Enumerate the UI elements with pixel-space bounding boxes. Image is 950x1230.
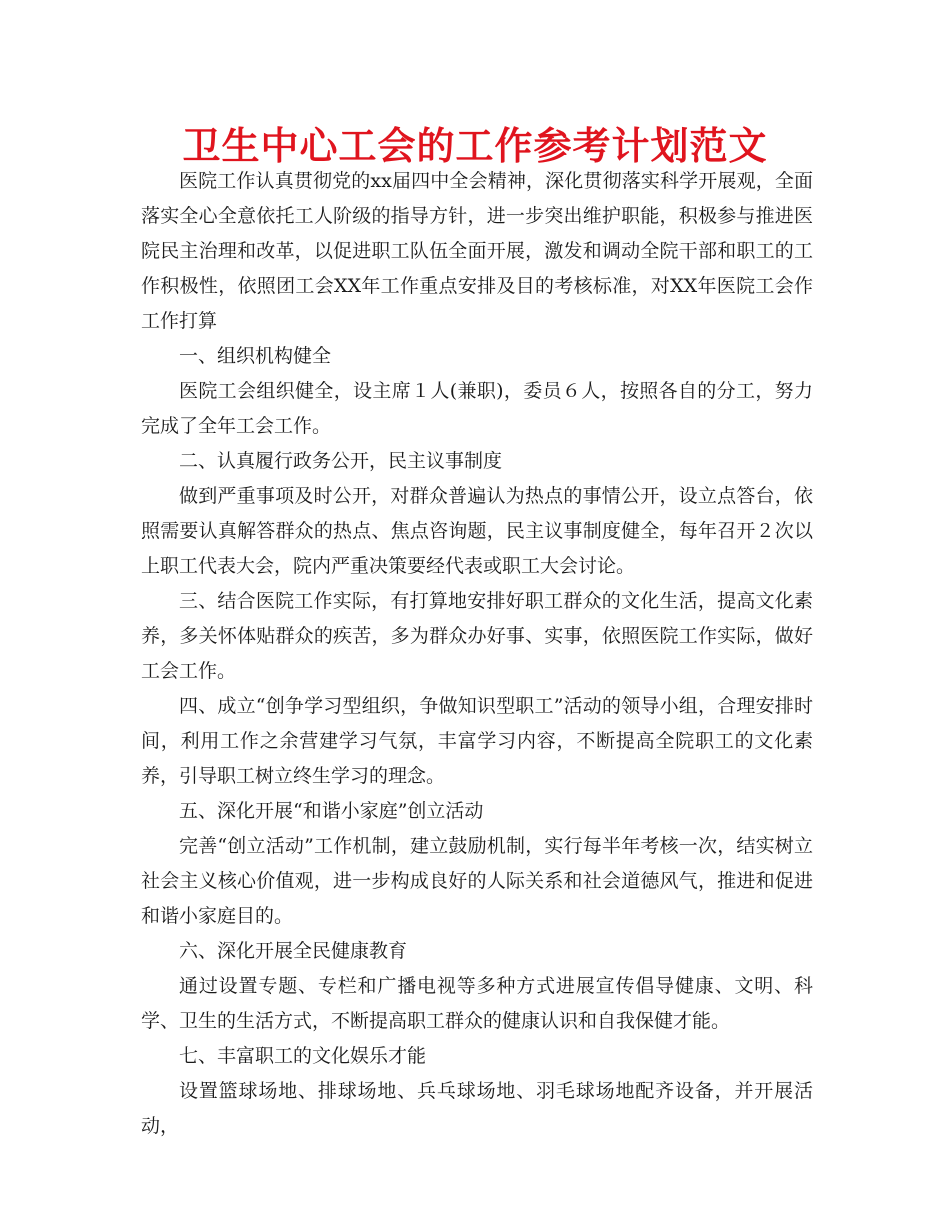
paragraph-5: 完善“创立活动”工作机制，建立鼓励机制，实行每半年考核一次，结实树立社会主义核心价值观，进一步构成良好的人际关系和社会道德风气，推进和促进和谐小家庭目的。 [141,835,813,927]
section-heading-7: 七、丰富职工的文化娱乐才能 [179,1045,427,1067]
section-heading-2: 二、认真履行政务公开，民主议事制度 [179,450,503,472]
paragraph-7: 设置篮球场地、排球场地、兵乓球场地、羽毛球场地配齐设备，并开展活动， [141,1080,813,1137]
section-3: 三、结合医院工作实际，有打算地安排好职工群众的文化生活，提高文化素养，多关怀体贴群众的疾苦，多为群众办好事、实事，依照医院工作实际，做好工会工作。 [141,590,813,682]
paragraph-1: 医院工会组织健全，设主席１人(兼职)，委员６人，按照各自的分工，努力完成了全年工会工作。 [141,380,813,437]
paragraph-intro: 医院工作认真贯彻党的xx届四中全会精神，深化贯彻落实科学开展观，全面落实全心全意依托工人阶级的指导方针，进一步突出维护职能，积极参与推进医院民主治理和改革，以促进职工队伍全面开展，激发和调动全院干部和职工的工作积极性，依照团工会XX年工作重点安排及目的考核标准，对XX年医院工会作工作打算 [141,170,813,332]
section-4: 四、成立“创争学习型组织，争做知识型职工”活动的领导小组，合理安排时间，利用工作之余营建学习气氛，丰富学习内容，不断提高全院职工的文化素养，引导职工树立终生学习的理念。 [141,695,813,787]
document-title: 卫生中心工会的工作参考计划范文 [182,124,768,168]
paragraph-2: 做到严重事项及时公开，对群众普遍认为热点的事情公开，设立点答台，依照需要认真解答群众的热点、焦点咨询题，民主议事制度健全，每年召开２次以上职工代表大会，院内严重决策要经代表或职工大会讨论。 [141,485,813,577]
document-body [141,164,813,1144]
section-heading-6: 六、深化开展全民健康教育 [179,940,408,962]
paragraph-6: 通过设置专题、专栏和广播电视等多种方式进展宣传倡导健康、文明、科学、卫生的生活方式，不断提高职工群众的健康认识和自我保健才能。 [141,975,813,1032]
section-heading-5: 五、深化开展“和谐小家庭”创立活动 [179,800,484,822]
section-heading-1: 一、组织机构健全 [179,345,332,367]
